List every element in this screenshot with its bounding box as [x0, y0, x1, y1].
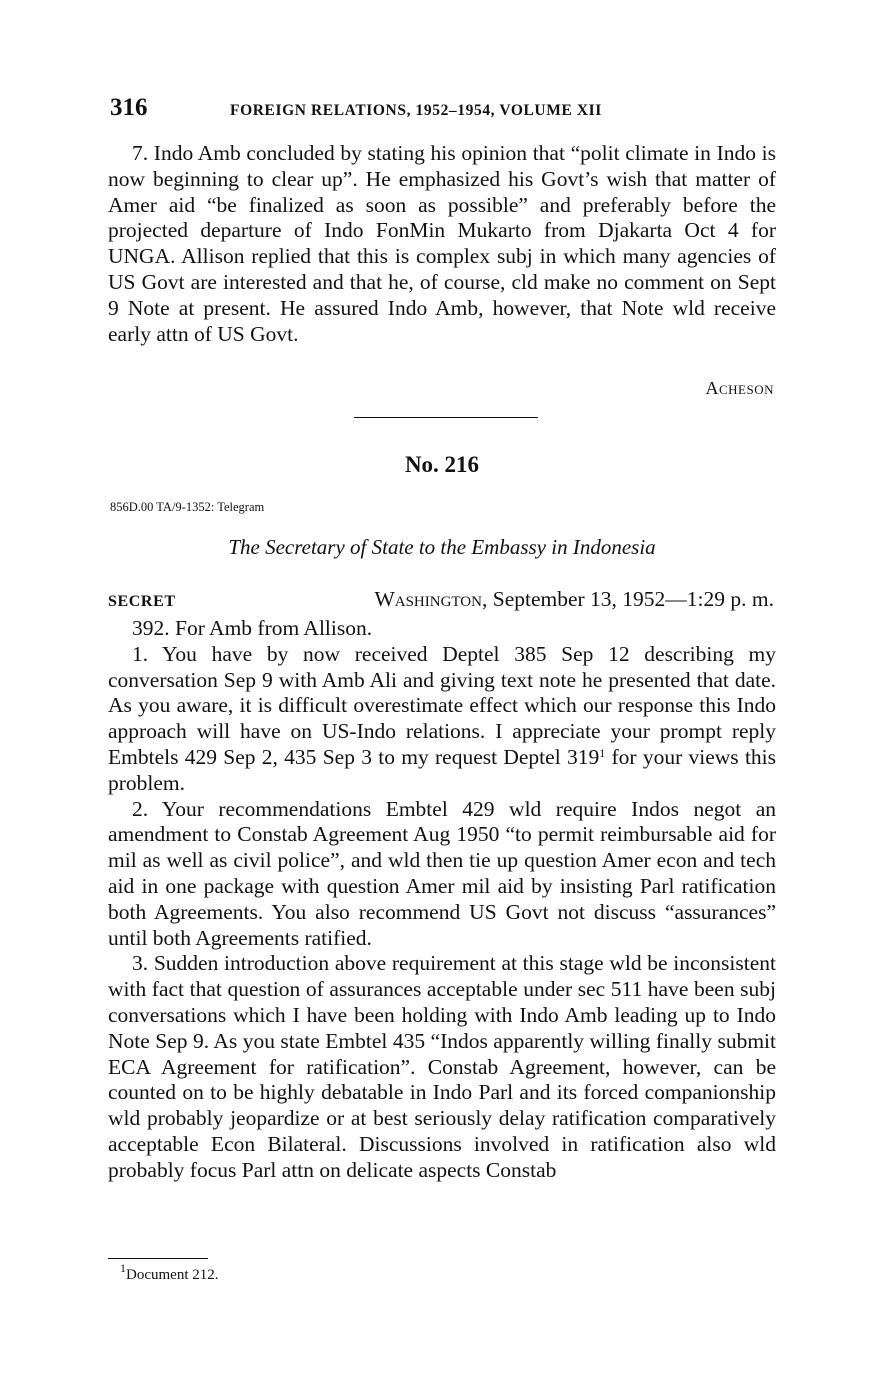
footnote-marker: 1: [120, 1261, 126, 1275]
paragraph-1-text-end: for your views this problem.: [108, 744, 777, 795]
document-number: No. 216: [404, 452, 480, 477]
footnote-reference: 1: [599, 745, 606, 760]
paragraph-1: [108, 642, 776, 797]
signature: Acheson: [705, 378, 774, 398]
paragraph-7: 7. Indo Amb concluded by stating his opinion that “polit climate in Indo is now beginning to clear up”. He emphasized his Govt’s wish that matter of Amer aid “be finalized as soon as possible” and preferably before the projected departure of Indo FonMin Mukarto from Djakarta Oct 4 for UNGA. Allison replied that this is complex subj in which many agencies of US Govt are interested and that he, of course, cld make no comment on Sept 9 Note at present. He assured Indo Amb, however, that Note wld receive early attn of US Govt.: [108, 141, 776, 346]
document-heading: The Secretary of State to the Embassy in Indonesia: [228, 535, 656, 559]
file-reference: 856D.00 TA/9-1352: Telegram: [110, 500, 265, 514]
dateline-date: September 13, 1952—1:29 p. m.: [487, 587, 774, 611]
continued-text: [108, 141, 776, 347]
footnote-text: Document 212.: [126, 1267, 219, 1283]
running-title: FOREIGN RELATIONS, 1952–1954, VOLUME XII: [230, 102, 602, 119]
dateline-place: Washington,: [374, 587, 488, 611]
classification-label: SECRET: [108, 593, 176, 610]
paragraph-1-text: 1. You have by now received Deptel 385 Sep 12 describing my conversation Sep 9 with Amb Ali and giving text note he presented that date. As you aware, it is difficult overestimate effect which our response this Indo approach will have on US-Indo relations. I appreciate your prompt reply Embtels 429 Sep 2, 435 Sep 3 to my request Deptel 319: [108, 641, 776, 769]
footnote-rule: [108, 1258, 208, 1259]
page-number: 316: [110, 94, 148, 121]
telegram-body: [108, 616, 776, 1184]
running-head: [108, 94, 776, 124]
telegram-intro: 392. For Amb from Allison.: [132, 616, 373, 640]
paragraph-3: 3. Sudden introduction above requirement at this stage wld be inconsistent with fact that question of assurances acceptable under sec 511 have been subj conversations which I have been holding with Indo Amb leading up to Indo Note Sep 9. As you state Embtel 435 “Indos apparently willing finally submit ECA Agreement for ratification”. Constab Agreement, however, can be counted on to be highly debatable in Indo Parl and its forced companionship wld probably jeopardize or at best seriously delay ratification comparatively acceptable Econ Bilateral. Discussions involved in ratification also wld probably focus Parl attn on delicate aspects Constab: [108, 951, 776, 1182]
section-divider: [354, 417, 538, 418]
footnote: [120, 1261, 219, 1284]
dateline: [374, 587, 774, 612]
paragraph-2: 2. Your recommendations Embtel 429 wld require Indos negot an amendment to Constab Agreement Aug 1950 “to permit reimbursable aid for mil as well as civil police”, and wld then tie up question Amer econ and tech aid in one package with question Amer mil aid by insisting Parl ratification both Agreements. You also recommend US Govt not discuss “assurances” until both Agreements ratified.: [108, 796, 776, 950]
